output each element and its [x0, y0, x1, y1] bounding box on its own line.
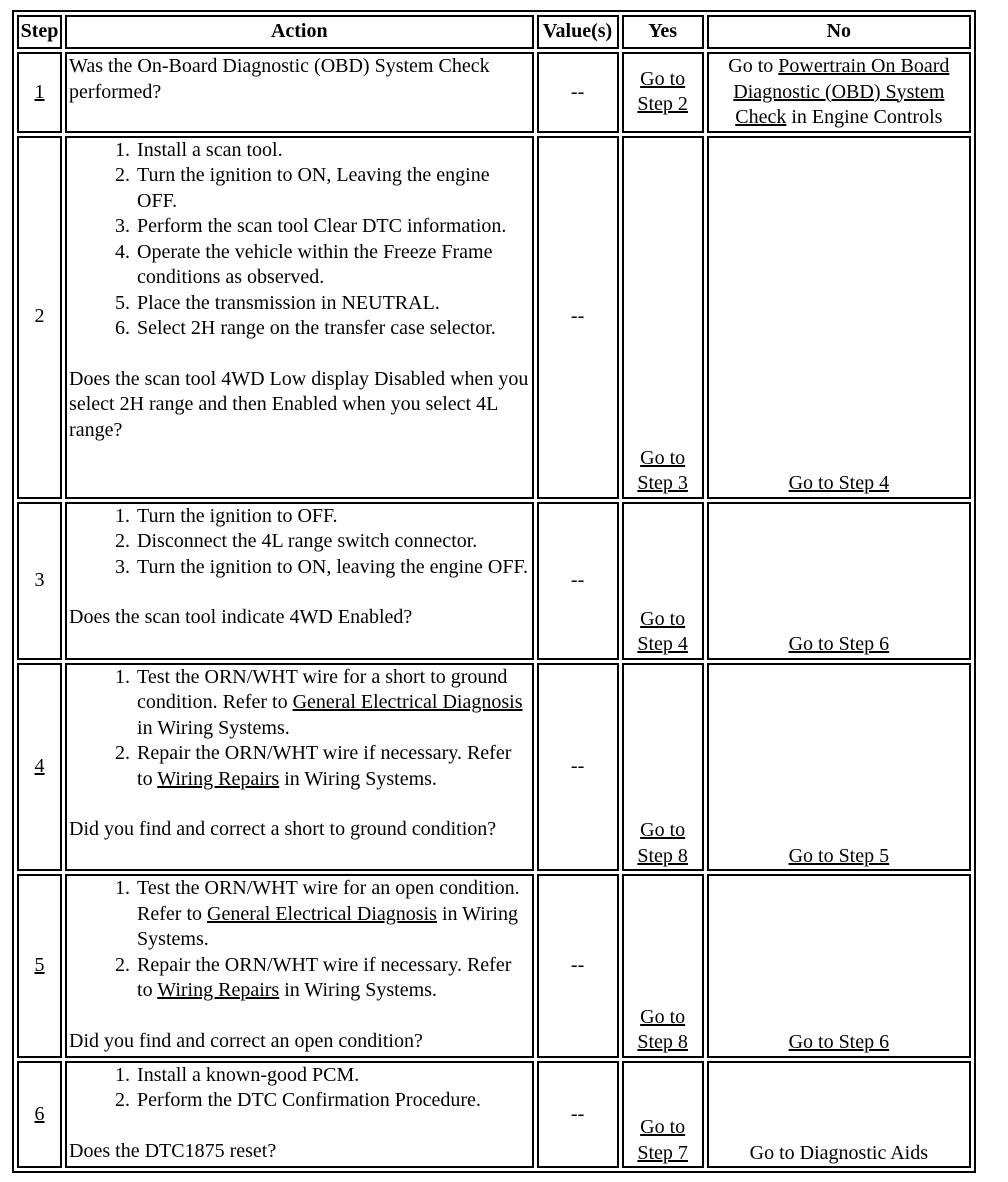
step-list	[69, 138, 529, 342]
question-text: Did you find and correct an open condition?	[69, 1029, 423, 1052]
list-item: 3. Perform the scan tool Clear DTC information.	[135, 214, 529, 240]
list-item: 2. Disconnect the 4L range switch connector.	[135, 529, 529, 555]
header-action: Action	[65, 15, 533, 49]
no-link[interactable]: Go to Step 4	[788, 472, 890, 495]
table-row: 1 Was the On-Board Diagnostic (OBD) System Check performed? -- Go to Step 2 Go to Powertrain On Board Diagnostic (OBD) System Check in Engine Controls	[17, 52, 971, 133]
wiring-repairs-link[interactable]: Wiring Repairs	[157, 979, 280, 1002]
list-item: 1. Test the ORN/WHT wire for an open condition. Refer to General Electrical Diagnosis in Wiring Systems.	[135, 876, 529, 953]
list-item: 3. Turn the ignition to ON, leaving the engine OFF.	[135, 555, 529, 581]
step-6-link[interactable]: 6	[34, 1102, 45, 1125]
list-item: 1. Install a known-good PCM.	[135, 1063, 529, 1089]
table-row	[17, 1061, 971, 1168]
list-item: 6. Select 2H range on the transfer case selector.	[135, 316, 529, 342]
step-list	[69, 665, 529, 793]
step-list	[69, 504, 529, 581]
list-item: 2. Repair the ORN/WHT wire if necessary. Refer to Wiring Repairs in Wiring Systems.	[135, 953, 529, 1004]
question-text: Does the scan tool 4WD Low display Disabled when you select 2H range and then Enabled when you select 4L range?	[69, 367, 529, 441]
value-cell: --	[537, 663, 619, 871]
list-item: 4. Operate the vehicle within the Freeze Frame conditions as observed.	[135, 240, 529, 291]
value-cell: --	[537, 1061, 619, 1168]
question-text: Was the On-Board Diagnostic (OBD) System Check performed?	[69, 55, 490, 103]
table-row	[17, 502, 971, 660]
header-values: Value(s)	[537, 15, 619, 49]
value-cell: --	[537, 874, 619, 1057]
table-row	[17, 874, 971, 1057]
yes-link[interactable]: Go to Step 2	[637, 67, 688, 116]
no-link[interactable]: Go to Step 6	[788, 1031, 890, 1054]
list-item: 2. Perform the DTC Confirmation Procedure.	[135, 1088, 529, 1114]
table-row	[17, 663, 971, 871]
list-item: 2. Repair the ORN/WHT wire if necessary. Refer to Wiring Repairs in Wiring Systems.	[135, 741, 529, 792]
step-1-link[interactable]: 1	[34, 80, 45, 103]
no-text: Go to Diagnostic Aids	[707, 1061, 971, 1168]
question-text: Does the DTC1875 reset?	[69, 1139, 277, 1162]
value-cell: --	[537, 502, 619, 660]
wiring-repairs-link[interactable]: Wiring Repairs	[157, 767, 280, 790]
step-list	[69, 1063, 529, 1114]
step-number: 2	[17, 136, 62, 499]
step-number: 3	[17, 502, 62, 660]
diagnostic-table	[12, 10, 976, 1173]
header-yes: Yes	[622, 15, 704, 49]
list-item: 1. Install a scan tool.	[135, 138, 529, 164]
no-link[interactable]: Go to Step 6	[788, 633, 890, 656]
general-electrical-diagnosis-link[interactable]: General Electrical Diagnosis	[292, 691, 523, 714]
yes-link[interactable]: Go to Step 8	[637, 819, 688, 867]
list-item: 1. Turn the ignition to OFF.	[135, 504, 529, 530]
step-4-link[interactable]: 4	[34, 755, 45, 778]
step-5-link[interactable]: 5	[34, 954, 45, 977]
yes-link[interactable]: Go to Step 3	[637, 446, 688, 495]
header-step: Step	[17, 15, 62, 49]
yes-link[interactable]: Go to Step 8	[637, 1005, 688, 1054]
header-no: No	[707, 15, 971, 49]
yes-link[interactable]: Go to Step 4	[637, 607, 688, 656]
value-cell: --	[537, 136, 619, 499]
question-text: Does the scan tool indicate 4WD Enabled?	[69, 606, 413, 629]
yes-link[interactable]: Go to Step 7	[637, 1116, 688, 1164]
list-item: 2. Turn the ignition to ON, Leaving the engine OFF.	[135, 163, 529, 214]
header-row	[17, 15, 971, 49]
question-text: Did you find and correct a short to ground condition?	[69, 818, 497, 841]
no-link-obd-check[interactable]: Powertrain On Board Diagnostic (OBD) System Check	[733, 55, 950, 129]
list-item: 5. Place the transmission in NEUTRAL.	[135, 291, 529, 317]
list-item: 1. Test the ORN/WHT wire for a short to ground condition. Refer to General Electrical Diagnosis in Wiring Systems.	[135, 665, 529, 742]
step-list	[69, 876, 529, 1004]
value-cell: --	[537, 52, 619, 133]
general-electrical-diagnosis-link[interactable]: General Electrical Diagnosis	[207, 902, 437, 925]
table-row	[17, 136, 971, 499]
no-link[interactable]: Go to Step 5	[788, 844, 890, 867]
